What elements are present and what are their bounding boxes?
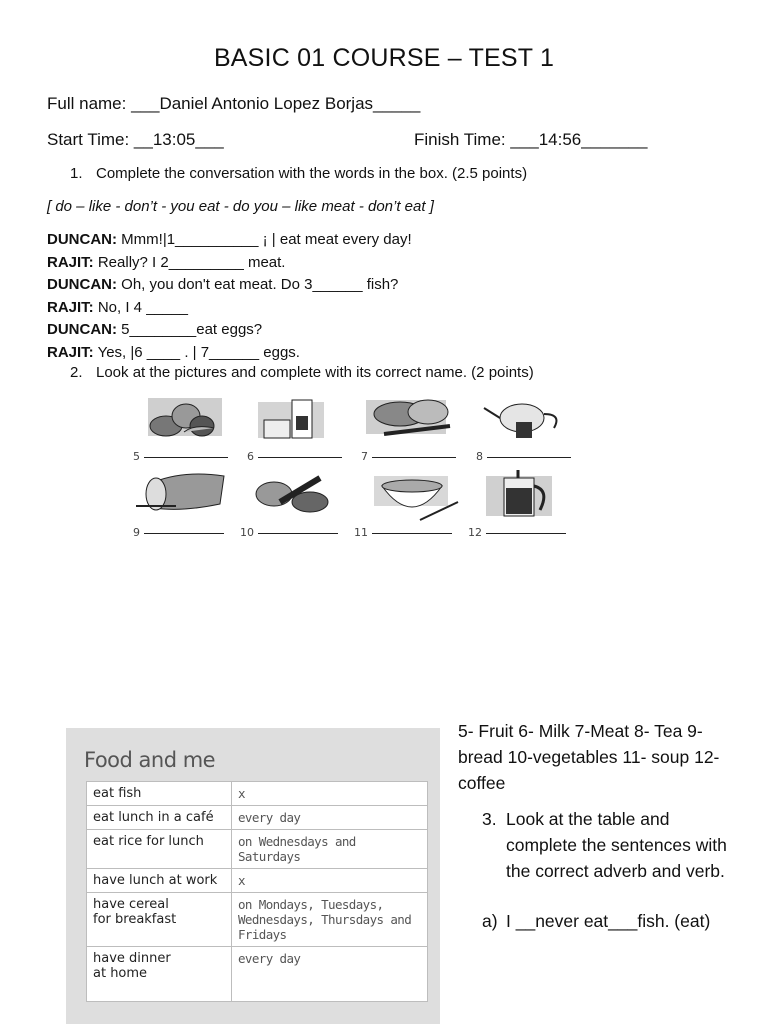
question-2 xyxy=(70,364,534,381)
activity-cell: eat fish xyxy=(87,782,232,806)
line-text: No, I 4 _____ xyxy=(93,298,188,316)
question-number: 3. xyxy=(482,809,497,829)
finish-time-line: Finish Time: ___14:56_______ xyxy=(414,130,648,149)
dialogue-line xyxy=(47,229,412,252)
activity-cell: have dinner at home xyxy=(87,947,232,1002)
question-number: 2. xyxy=(70,364,83,381)
picture-answers: 5- Fruit 6- Milk 7-Meat 8- Tea 9- bread 10-vegetables 11- soup 12- coffee xyxy=(458,721,720,793)
question-number: 1. xyxy=(70,165,83,182)
dialogue-line xyxy=(47,297,412,320)
table-row xyxy=(87,947,428,1002)
speaker: DUNCAN: xyxy=(47,321,117,338)
question-instruction: Complete the conversation with the words in the box. (2.5 points) xyxy=(96,165,528,182)
question-1 xyxy=(70,165,527,182)
activity-cell: have lunch at work xyxy=(87,869,232,893)
food-table xyxy=(86,781,428,1002)
frequency-cell: on Mondays, Tuesdays, Wednesdays, Thursdays and Fridays xyxy=(232,893,428,947)
line-text: Oh, you don't eat meat. Do 3______ fish? xyxy=(117,276,399,293)
table-row xyxy=(87,806,428,830)
question-instruction: Look at the pictures and complete with its correct name. (2 points) xyxy=(96,364,534,381)
dialogue-line xyxy=(47,342,412,365)
table-row xyxy=(87,893,428,947)
question-3 xyxy=(482,806,742,884)
full-name-line: Full name: ___Daniel Antonio Lopez Borjas_____ xyxy=(47,94,421,113)
frequency-cell: every day xyxy=(232,947,428,1002)
page-title: BASIC 01 COURSE – TEST 1 xyxy=(213,44,555,72)
word-box: [ do – like - don’t - you eat - do you – like meat - don’t eat ] xyxy=(47,198,434,215)
picture-label: 11 xyxy=(354,526,452,539)
line-text: Mmm!|1__________ ¡ | eat meat every day! xyxy=(117,231,412,248)
activity-cell: eat rice for lunch xyxy=(87,830,232,869)
bread-icon xyxy=(134,472,230,518)
item-text: I __never eat___fish. (eat) xyxy=(506,911,711,931)
teapot-icon xyxy=(480,398,570,442)
speaker: DUNCAN: xyxy=(47,231,117,248)
meat-icon xyxy=(364,396,454,444)
table-row xyxy=(87,830,428,869)
table-row xyxy=(87,782,428,806)
coffee-pot-icon xyxy=(484,468,558,522)
food-table-panel xyxy=(66,728,440,1024)
vegetables-icon xyxy=(250,472,336,518)
fruit-icon xyxy=(144,396,226,442)
picture-label: 8 xyxy=(476,450,571,463)
picture-label: 6 xyxy=(247,450,342,463)
line-text: 5________eat eggs? xyxy=(117,321,263,338)
line-text: Really? I 2_________ meat. xyxy=(93,253,286,271)
picture-label: 12 xyxy=(468,526,566,539)
question-instruction: Look at the table and complete the sentences with the correct adverb and verb. xyxy=(506,809,727,881)
picture-label: 7 xyxy=(361,450,456,463)
item-marker: a) xyxy=(482,911,498,931)
speaker: DUNCAN: xyxy=(47,276,117,293)
frequency-cell: every day xyxy=(232,806,428,830)
speaker: RAJIT: xyxy=(47,343,94,361)
frequency-cell: x xyxy=(232,869,428,893)
picture-label: 9 xyxy=(133,526,224,539)
start-time-line: Start Time: __13:05___ xyxy=(47,130,224,149)
picture-label: 10 xyxy=(240,526,338,539)
picture-label: 5 xyxy=(133,450,228,463)
dialogue-line xyxy=(47,274,412,297)
dialogue xyxy=(47,229,412,364)
frequency-cell: x xyxy=(232,782,428,806)
food-table-title: Food and me xyxy=(84,748,216,772)
speaker: RAJIT: xyxy=(47,253,94,271)
activity-cell: have cereal for breakfast xyxy=(87,893,232,947)
milk-icon xyxy=(256,398,328,442)
table-row xyxy=(87,869,428,893)
line-text: Yes, |6 ____ . | 7______ eggs. xyxy=(93,343,300,361)
activity-cell: eat lunch in a café xyxy=(87,806,232,830)
question-3-item xyxy=(482,908,742,934)
dialogue-line xyxy=(47,252,412,275)
soup-icon xyxy=(374,474,460,522)
frequency-cell: on Wednesdays and Saturdays xyxy=(232,830,428,869)
speaker: RAJIT: xyxy=(47,298,94,316)
dialogue-line xyxy=(47,319,412,342)
